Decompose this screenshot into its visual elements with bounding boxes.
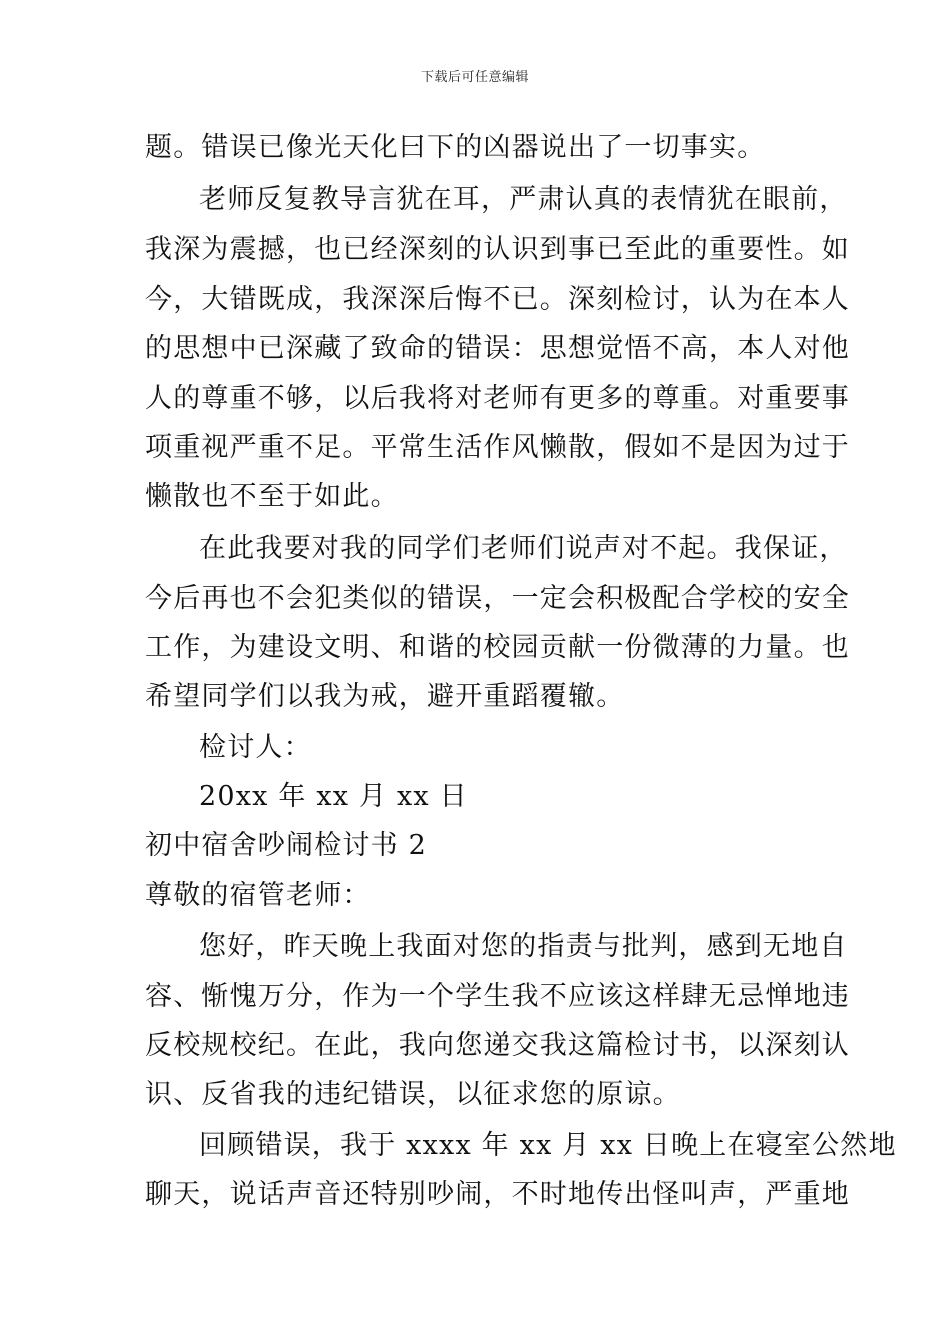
body-line: 项重视严重不足。平常生活作风懒散，假如不是因为过于 (145, 432, 850, 463)
date-line: 20xx 年 xx 月 xx 日 (199, 781, 468, 812)
body-line: 的思想中已深藏了致命的错误：思想觉悟不高，本人对他 (145, 333, 850, 364)
body-line: 聊天，说话声音还特别吵闹，不时地传出怪叫声，严重地 (145, 1179, 850, 1210)
body-line: 老师反复教导言犹在耳，严肃认真的表情犹在眼前， (199, 184, 848, 215)
body-line: 懒散也不至于如此。 (145, 481, 399, 512)
body-line: 我深为震撼，也已经深刻的认识到事已至此的重要性。如 (145, 234, 850, 265)
page-header: 下载后可任意编辑 (420, 70, 529, 85)
body-line: 人的尊重不够，以后我将对老师有更多的尊重。对重要事 (145, 383, 850, 414)
salutation: 尊敬的宿管老师： (145, 880, 371, 911)
body-line: 在此我要对我的同学们老师们说声对不起。我保证， (199, 533, 848, 564)
body-line: 希望同学们以我为戒，避开重蹈覆辙。 (145, 681, 625, 712)
body-line: 识、反省我的违纪错误，以征求您的原谅。 (145, 1079, 681, 1110)
signer-label: 检讨人： (199, 732, 312, 763)
body-line: 反校规校纪。在此，我向您递交我这篇检讨书，以深刻认 (145, 1030, 850, 1061)
body-line: 今后再也不会犯类似的错误，一定会积极配合学校的安全 (145, 583, 850, 614)
body-line: 您好，昨天晚上我面对您的指责与批判，感到无地自 (199, 931, 848, 962)
body-line: 今，大错既成，我深深后悔不已。深刻检讨，认为在本人 (145, 284, 850, 315)
body-line: 题。错误已像光天化曰下的凶器说出了一切事实。 (145, 132, 766, 163)
body-line: 回顾错误，我于 xxxx 年 xx 月 xx 日晚上在寝室公然地 (199, 1130, 897, 1161)
body-line: 容、惭愧万分，作为一个学生我不应该这样肆无忌惮地违 (145, 981, 850, 1012)
body-line: 工作，为建设文明、和谐的校园贡献一份微薄的力量。也 (145, 632, 850, 663)
section-title: 初中宿舍吵闹检讨书 2 (145, 830, 427, 861)
